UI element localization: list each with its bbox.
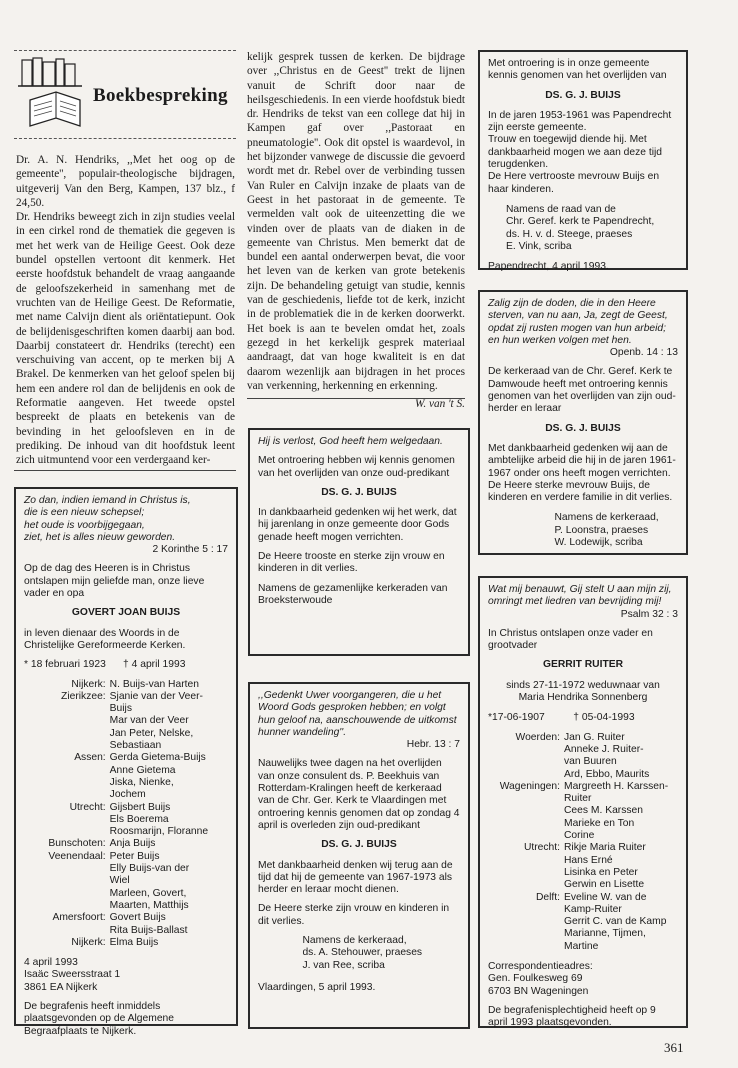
body-text (488, 110, 678, 196)
death-date: † 05-04-1993 (573, 712, 635, 724)
family-member: Lisinka en Peter (564, 866, 638, 878)
rule-top (14, 50, 236, 51)
family-place: Assen: (74, 752, 106, 764)
sign-line: E. Vink, scriba (506, 240, 572, 252)
signature (555, 512, 679, 549)
family-member: Mar van der Veer (109, 715, 189, 727)
comfort-text: De Heere trooste en sterke zijn vrouw en kinderen in dit verlies. (258, 551, 445, 575)
body-text (488, 443, 678, 504)
date-line: Vlaardingen, 5 april 1993. (258, 981, 376, 993)
intro-text: Nauwelijks twee dagen na het overlijden van onze consulent ds. P. Beekhuis van Rotterdam-Kralingen heeft de kerkeraad van de Chr. Ger. Kerk te Vlaardingen met ontroering kennis genomen dat op zondag 4 april is overleden zijn oud-predikant (258, 758, 460, 831)
obituary-gerrit-ruiter (478, 576, 688, 1028)
body-line: Trouw en toegewijd diende hij. Met dankbaarheid mogen we aan deze tijd terugdenken. (488, 134, 663, 171)
family-member: Jiska, Nienke, (109, 776, 174, 788)
sign-line: ds. H. v. d. Steege, praeses (506, 228, 633, 240)
birth-date: * 18 februari 1923 (24, 659, 106, 671)
family-member: Eveline W. van de (564, 891, 647, 903)
family-member: Buijs (109, 703, 132, 715)
page-number: 361 (664, 1040, 684, 1055)
sign-line: Namens de raad van de (506, 203, 616, 215)
quote-text: Hij is verlost, God heeft hem welgedaan. (258, 436, 443, 447)
rule-middle (247, 398, 465, 399)
obituary-govert-buijs (14, 487, 238, 1037)
family-member: Maarten, Matthijs (109, 899, 189, 911)
family-member: Marianne, Tijmen, (564, 928, 646, 940)
address-line: Isaäc Sweersstraat 1 (24, 969, 121, 981)
family-names (110, 937, 228, 949)
intro-text: Met ontroering hebben wij kennis genomen van het overlijden van onze oud-predikant (258, 455, 455, 479)
date-line: Papendrecht, 4 april 1993. (488, 261, 609, 273)
family-member: Gijsbert Buijs (109, 801, 171, 813)
dates (488, 712, 678, 724)
family-place: Veenendaal: (48, 850, 106, 862)
quote-text: ,,Gedenkt Uwer voorgangeren, die u het Woord Gods gesproken hebben; en volgt hun geloof na, aanschouwende de uitkomst hunner wandeling''. (258, 690, 457, 738)
book-icon (16, 56, 96, 134)
family-row (488, 842, 678, 891)
family-member: Elma Buijs (109, 936, 159, 948)
family-names (110, 912, 228, 937)
family-member: Sjanie van der Veer- (109, 690, 203, 702)
quote-line: Zo dan, indien iemand in Christus is, (24, 495, 191, 506)
family-member: van Buuren (564, 756, 617, 768)
bible-ref: 2 Korinthe 5 : 17 (152, 544, 228, 556)
family-member: Ruiter (564, 793, 592, 805)
deceased-name: DS. G. J. BUIJS (545, 422, 621, 434)
family-member: Margreeth H. Karssen- (564, 780, 669, 792)
family-row (24, 912, 228, 937)
family-member: Jochem (109, 789, 146, 801)
family-place: Wageningen: (499, 780, 560, 792)
family-member: Cees M. Karssen (564, 805, 643, 817)
widower-text (488, 680, 678, 705)
obituary-broeksterwoude (248, 428, 470, 656)
family-member: Jan Peter, Nelske, (109, 727, 194, 739)
obituary-vlaardingen (248, 682, 470, 1029)
body-line: Met dankbaarheid gedenken wij aan de ambtelijke arbeid die hij in de jaren 1961-1967 onder ons heeft mogen verrichten. (488, 442, 676, 479)
family-member: Gerda Gietema-Buijs (109, 752, 206, 764)
address (488, 961, 678, 998)
intro-text: Met ontroering is in onze gemeente kennis genomen van het overlijden van (488, 58, 667, 82)
signature (302, 935, 460, 972)
family-member: Els Boerema (109, 813, 169, 825)
family-names (110, 802, 228, 839)
family-names (110, 679, 228, 691)
review-paragraph: kelijk gesprek tussen de kerken. De bijdrage over ,,Christus en de Geest'' trekt de lijnen vanuit de Schrift door naar de heilsgeschiedenis. In een vierde hoofdstuk biedt dr. Hendriks de tekst van een college dat hij in Kampen gaf over ,,Pastoraat en pneumatologie''. Ook dit opstel is waardevol, in het bijzonder vanwege de discussie die gevoerd wordt met dr. Rebel over de verbinding tussen Van Ruler en Calvijn inzake de plaats van de Geest in het pastoraat in de gemeente. Te vermelden valt ook de uiteenzetting die we vinden over de plaats van de diaken in de gemeente van Christus. Men bemerkt dat de bundel een aantal onderwerpen bevat, die voor het leven van de kerken van grote betekenis zijn. De behandeling getuigt van studie, kennis van de geschiedenis, liefde tot de kerk, inzicht in de problematiek die in de kerken doorwerkt. Het boek is aan te bevelen omdat het, zoals gezegd in het kerkelijk gesprek materiaal aandraagt, dat van hoge kwaliteit is en dat daarom wezenlijk aan bijdragen in het proces van verkenning, herkenning en erkenning. (247, 51, 465, 392)
family-row (24, 752, 228, 801)
section-heading: Boekbespreking (93, 85, 228, 106)
service-text: in leven dienaar des Woords in de Christelijke Gereformeerde Kerken. (24, 627, 186, 651)
sign-line: Namens de kerkeraad, (302, 935, 407, 947)
obituary-damwoude (478, 290, 688, 555)
family-names (110, 851, 228, 912)
family-names (564, 781, 678, 842)
quote-text: Zalig zijn de doden, die in den Heere sterven, van nu aan, Ja, zegt de Geest, opdat zij rusten mogen van hun arbeid; en hun werken volgen met hen. (488, 298, 668, 346)
address-line: 3861 EA Nijkerk (24, 981, 98, 993)
family-member: Gerwin en Lisette (564, 879, 645, 891)
family-member: Marieke en Ton (564, 817, 635, 829)
family-place: Delft: (535, 891, 560, 903)
dates (24, 659, 228, 671)
family-place: Utrecht: (69, 801, 106, 813)
family-place: Amersfoort: (52, 912, 106, 924)
thanks-text: In dankbaarheid gedenken wij het werk, dat hij jarenlang in onze gemeente door Gods genade heeft mogen verrichten. (258, 507, 457, 543)
quote-line: het oude is voorbijgegaan, (24, 519, 145, 531)
deceased-name: DS. G. J. BUIJS (321, 839, 397, 851)
address-line: Gen. Foulkesweg 69 (488, 973, 583, 985)
family-member: Hans Erné (564, 854, 613, 866)
family-row (24, 838, 228, 850)
family-row (24, 851, 228, 912)
family-member: Wiel (109, 875, 130, 887)
sign-line: P. Loonstra, praeses (554, 524, 649, 536)
address-line: Correspondentieadres: (488, 961, 593, 973)
family-place: Bunschoten: (48, 838, 106, 850)
family-member: Anja Buijs (109, 838, 156, 850)
body-line: De Here vertrooste mevrouw Buijs en haar kinderen. (488, 171, 660, 195)
since-line: sinds 27-11-1972 weduwnaar van (506, 679, 660, 691)
family-list (488, 732, 678, 961)
review-text-middle (247, 50, 465, 411)
review-paragraph: Dr. A. N. Hendriks, ,,Met het oog op de gemeente'', populair-theologische bijdragen, uitgeverij Van den Berg, Kampen, 137 blz., f 24,50. (16, 154, 235, 209)
birth-date: *17-06-1907 (488, 712, 545, 724)
family-member: Roosmarijn, Floranne (109, 826, 209, 838)
family-row (24, 691, 228, 752)
family-place: Utrecht: (523, 842, 560, 854)
family-member: Kamp-Ruiter (564, 903, 622, 915)
family-place: Nijkerk: (71, 936, 106, 948)
review-paragraph: Dr. Hendriks beweegt zich in zijn studies veelal in een cirkel rond de thematiek die gegeven is met het werk van de Heilige Geest. Ook deze bundel opstellen vertoont dit kenmerk. Het eerste hoofdstuk behandelt de vraag aangaande de geloofszekerheid in samenhang met de vruchten van de Heilige Geest. De Reformatie, met name Calvijn dient als oriëntatiepunt. Ook de belijdenisgeschriften komen daarbij aan bod. Daarbij constateert dr. Hendriks (terecht) een verschuiving van accent, op te merken bij A Brakel. De kenmerken van het geloof spelen bij hem een andere rol dan de belijdenis en ook de Reformatie aangeven. Het tweede opstel bespreekt de plaats en betekenis van de bevinding in het geloofsleven en in de prediking. De inhoud van dit hoofdstuk leent zich uitmuntend voor een verdergaand ker- (16, 211, 235, 467)
family-member: Corine (564, 830, 595, 842)
family-place: Zierikzee: (61, 690, 106, 702)
intro-text: In Christus ontslapen onze vader en grootvader (488, 627, 653, 652)
address-line: 4 april 1993 (24, 957, 78, 969)
family-names (110, 752, 228, 801)
address (24, 957, 228, 994)
family-member: N. Buijs-van Harten (109, 678, 199, 690)
family-row (488, 892, 678, 953)
quote-text: Wat mij benauwt, Gij stelt U aan mijn zij, omringt met liedren van bevrijding mij! (488, 584, 672, 608)
family-member: Anneke J. Ruiter- (564, 743, 644, 755)
deceased-name: DS. G. J. BUIJS (321, 486, 397, 498)
family-row (24, 937, 228, 949)
family-names (564, 842, 678, 891)
thanks-text: Met dankbaarheid denken wij terug aan de tijd dat hij de gemeente van 1967-1973 als herder en leraar mocht dienen. (258, 859, 453, 896)
family-names (110, 838, 228, 850)
family-member: Marleen, Govert, (109, 887, 187, 899)
comfort-text: De Heere sterke zijn vrouw en kinderen in dit verlies. (258, 903, 450, 927)
family-row (24, 802, 228, 839)
family-member: Ard, Ebbo, Maurits (564, 768, 650, 780)
intro-text: De kerkeraad van de Chr. Geref. Kerk te Damwoude heeft met ontroering kennis genomen van het overlijden van zijn oud-herder en leraar (488, 366, 676, 415)
rule-left (14, 470, 236, 471)
family-place: Nijkerk: (71, 678, 106, 690)
sign-line: Chr. Geref. kerk te Papendrecht, (506, 216, 655, 228)
review-text-left (16, 153, 235, 468)
sign-line: J. van Ree, scriba (302, 959, 385, 971)
bible-quote (24, 495, 228, 544)
family-member: Sebastiaan (109, 740, 162, 752)
family-member: Martine (564, 940, 599, 952)
family-place: Woerden: (515, 731, 560, 743)
intro-text: Op de dag des Heeren is in Christus ontslapen mijn geliefde man, onze lieve vader en opa (24, 563, 205, 600)
funeral-text: De begrafenis heeft inmiddels plaatsgevonden op de Algemene Begraafplaats te Nijkerk. (24, 1000, 174, 1037)
bible-ref: Psalm 32 : 3 (620, 608, 678, 620)
sign-line: W. Lodewijk, scriba (554, 537, 643, 549)
sign-line: ds. A. Stehouwer, praeses (302, 947, 423, 959)
family-row (488, 781, 678, 842)
family-member: Elly Buijs-van der (109, 863, 190, 875)
review-signature: W. van 't S. (414, 398, 465, 411)
family-member: Anne Gietema (109, 764, 176, 776)
quote-line: ziet, het is alles nieuw geworden. (24, 531, 176, 543)
obituary-papendrecht (478, 50, 688, 273)
family-list (24, 679, 228, 958)
family-names (564, 892, 678, 953)
family-names (564, 732, 678, 781)
signature: Namens de gezamenlijke kerkeraden van Broeksterwoude (258, 582, 448, 606)
bible-ref: Openb. 14 : 13 (609, 347, 678, 359)
family-member: Rikje Maria Ruiter (564, 842, 646, 854)
bible-ref: Hebr. 13 : 7 (406, 739, 460, 751)
body-line: De Heere sterke mevrouw Buijs, de kinderen en verdere familie in dit verlies. (488, 479, 673, 504)
deceased-name: GOVERT JOAN BUIJS (71, 607, 181, 619)
family-member: Gerrit C. van de Kamp (564, 916, 667, 928)
signature (506, 204, 678, 253)
rule-bottom (14, 138, 236, 139)
quote-line: die is een nieuw schepsel; (24, 507, 145, 519)
family-row (488, 732, 678, 781)
family-member: Rita Buijs-Ballast (109, 924, 188, 936)
sign-line: Namens de kerkeraad, (554, 512, 659, 524)
family-member: Peter Buijs (109, 850, 160, 862)
body-line: In de jaren 1953-1961 was Papendrecht zijn eerste gemeente. (488, 109, 672, 134)
since-line: Maria Hendrika Sonnenberg (518, 692, 648, 704)
deceased-name: DS. G. J. BUIJS (545, 89, 621, 101)
death-date: † 4 april 1993 (123, 659, 186, 671)
funeral-text: De begrafenisplechtigheid heeft op 9 april 1993 plaatsgevonden. (488, 1004, 656, 1029)
deceased-name: GERRIT RUITER (542, 659, 624, 671)
family-member: Jan G. Ruiter (564, 731, 625, 743)
family-names (110, 691, 228, 752)
address-line: 6703 BN Wageningen (488, 985, 589, 997)
family-row (24, 679, 228, 691)
family-member: Govert Buijs (109, 912, 166, 924)
